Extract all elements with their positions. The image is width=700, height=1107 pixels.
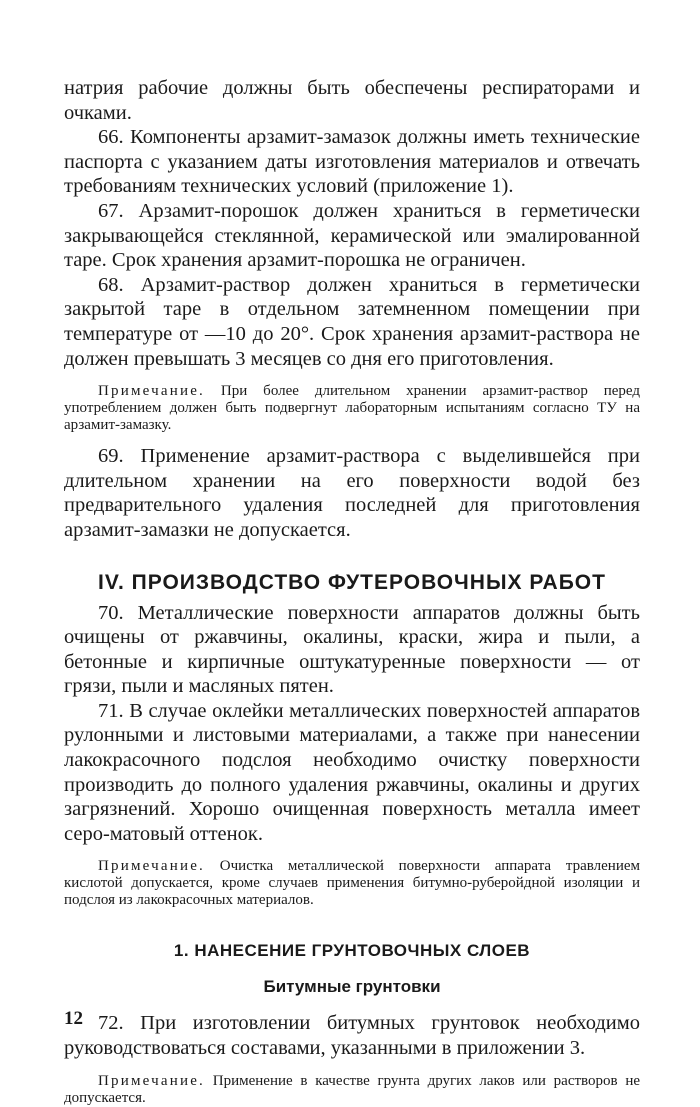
note-text: Применение в качестве грунта других лаков или растворов не допускается.: [64, 1072, 641, 1106]
note-primer: [64, 1073, 640, 1107]
note-text: Очистка металлической поверхности аппарата травлением кислотой допускается, кроме случаев применения битумно-руберойдной изоляции и подслоя из лакокрасочных материалов.: [64, 858, 640, 909]
note-cleaning: [64, 858, 640, 909]
paragraph-71: 71. В случае оклейки металлических поверхностей аппаратов рулонными и листовыми материалами, а также при нанесении лакокрасочного подслоя необходимо очистку поверхности производить до полного удаления ржавчины, окалины и других загрязнений. Хорошо очищенная поверхность металла имеет серо-матовый оттенок.: [64, 699, 640, 845]
paragraph-67: 67. Арзамит-порошок должен храниться в герметически закрывающейся стеклянной, керамической или эмалированной таре. Срок хранения арзамит-порошка не ограничен.: [64, 199, 640, 272]
section-heading: IV. ПРОИЗВОДСТВО ФУТЕРОВОЧНЫХ РАБОТ: [98, 570, 606, 594]
page-number: 12: [64, 1008, 83, 1029]
continued-paragraph: натрия рабочие должны быть обеспечены респираторами и очками.: [64, 77, 640, 124]
note-text: При более длительном хранении арзамит-раствор перед употреблением должен быть подвергнут лабораторным испытаниям согласно ТУ на арзамит-замазку.: [64, 383, 640, 434]
paragraph-68: 68. Арзамит-раствор должен храниться в герметически закрытой таре в отдельном затемненном помещении при температуре от —10 до 20°. Срок хранения арзамит-раствора не должен превышать 3 месяцев со дня его приготовления.: [64, 273, 640, 370]
subsection-heading: 1. НАНЕСЕНИЕ ГРУНТОВОЧНЫХ СЛОЕВ: [173, 941, 531, 961]
paragraph-66: 66. Компоненты арзамит-замазок должны иметь технические паспорта с указанием даты изготовления материалов и отвечать требованиям технических условий (приложение 1).: [64, 126, 640, 198]
note-label: Примечание.: [98, 1072, 206, 1089]
note-label: Примечание.: [98, 858, 206, 875]
paragraph-69: 69. Применение арзамит-раствора с выделившейся при длительном хранении на его поверхности водой без предварительного удаления последней для приготовления арзамит-замазки не допускается.: [64, 445, 640, 541]
paragraph-72: 72. При изготовлении битумных грунтовок необходимо руководствоваться составами, указанными в приложении 3.: [64, 1012, 640, 1060]
note-label: Примечание.: [98, 383, 206, 400]
note-storage: [64, 383, 640, 434]
paragraph-70: 70. Металлические поверхности аппаратов должны быть очищены от ржавчины, окалины, краски, жира и пыли, а бетонные и кирпичные оштукатуренные поверхности — от грязи, пыли и масляных пятен.: [64, 601, 640, 698]
subsubsection-heading: Битумные грунтовки: [263, 977, 441, 997]
